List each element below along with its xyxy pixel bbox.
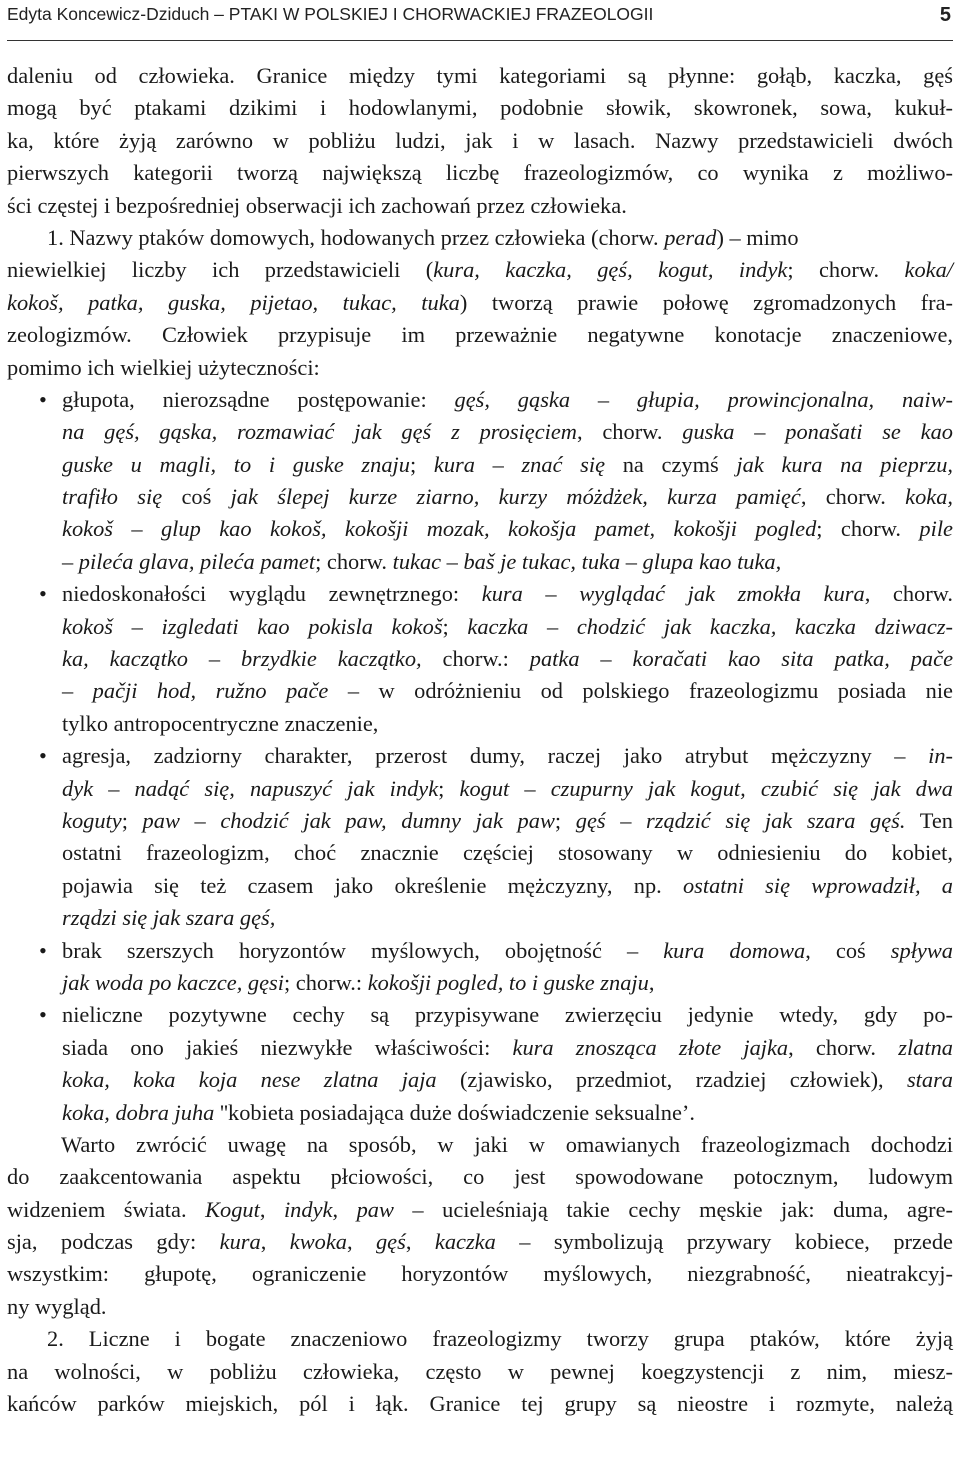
italic-phrase: koka, koka koja nese zlatna jaja <box>62 1067 437 1093</box>
text-line <box>7 1097 953 1129</box>
text-line <box>7 1323 953 1355</box>
italic-phrase: ka, kaczątko – brzydkie kaczątko, <box>62 646 422 672</box>
text-line <box>7 92 953 124</box>
italic-phrase: paw – chodzić jak paw, dumny jak paw <box>142 807 555 833</box>
text-line <box>7 837 953 869</box>
text-line <box>7 902 953 934</box>
italic-phrase: jak ślepej kurze ziarno, kurzy móżdżek, kurza pamięć <box>230 484 801 510</box>
text-line <box>7 222 953 254</box>
page-number: 5 <box>939 4 951 26</box>
italic-phrase: kura znosząca złote jajka <box>512 1034 789 1060</box>
text-segment: ka, które żyją zarówno w pobliżu ludzi, jak i w lasach. Nazwy przedstawicieli dwóch <box>7 127 953 153</box>
text-segment: chorw.: <box>421 646 530 672</box>
italic-phrase: dyk – nadąć się, napuszyć jak indyk <box>62 775 439 801</box>
text-line <box>7 578 953 610</box>
text-segment: ostatni frazeologizm, choć znacznie częściej stosowany w odniesieniu do kobiet, <box>62 840 953 866</box>
italic-phrase: jak woda po kaczce, gęsi <box>62 969 284 995</box>
text-line <box>7 675 953 707</box>
text-line <box>7 546 953 578</box>
text-segment: ; chorw.: <box>283 969 368 995</box>
italic-phrase: kura, kaczka, gęś, kogut, indyk <box>433 257 788 283</box>
text-line <box>7 1161 953 1193</box>
text-line <box>7 935 953 967</box>
text-segment: nieliczne pozytywne cechy są przypisywane zwierzęciu jedynie wtedy, gdy po- <box>62 1002 953 1028</box>
italic-phrase: in- <box>928 743 953 769</box>
italic-phrase: kaczka <box>434 1229 496 1255</box>
italic-phrase: gęś – rządzić się jak szara gęś. <box>575 807 906 833</box>
italic-phrase: – pileća glava, pileća pamet <box>62 548 316 574</box>
italic-phrase: na gęś, gąska, rozmawiać jak gęś z prosięciem <box>62 419 577 445</box>
text-segment: głupota, nierozsądne postępowanie: <box>62 386 455 412</box>
italic-phrase: kokošji pogled, to i guske znaju <box>367 969 649 995</box>
italic-phrase: kokoš – glup kao kokoš, kokošji mozak, kokošja pamet, kokošji pogled <box>62 516 817 542</box>
italic-phrase: Kogut <box>205 1196 260 1222</box>
italic-phrase: rządzi się jak szara gęś, <box>62 905 276 931</box>
text-segment: ''kobieta posiadająca duże doświadczenie seksualne’. <box>214 1099 695 1125</box>
italic-phrase: stara <box>906 1067 953 1093</box>
italic-phrase: guske u magli, to i guske znaju <box>62 451 410 477</box>
text-segment: – w odróżnieniu od polskiego frazeologizmu posiada nie <box>328 678 953 704</box>
text-line <box>7 1291 953 1323</box>
text-segment: pomimo ich wielkiej użyteczności: <box>7 354 320 380</box>
italic-phrase: kokoš, patka, guska, pijetao, tukac, tuka <box>7 289 460 315</box>
text-segment: ; <box>554 807 576 833</box>
text-segment: ; chorw. <box>787 257 905 283</box>
text-segment: na wolności, w pobliżu człowieka, często w pewnej koegzystencji z nim, miesz- <box>7 1358 953 1384</box>
text-segment: ; <box>121 807 143 833</box>
text-line <box>7 481 953 513</box>
text-line <box>7 967 953 999</box>
text-segment: ; <box>438 775 460 801</box>
italic-phrase: kokoš – izgledati kao pokisla kokoš <box>62 613 443 639</box>
bullet-marker: • <box>39 1002 47 1028</box>
text-segment: , chorw. <box>788 1034 899 1060</box>
body-text <box>7 60 953 1420</box>
italic-phrase: paw <box>356 1196 394 1222</box>
text-segment: , <box>346 1229 376 1255</box>
text-segment: , <box>260 1229 290 1255</box>
italic-phrase: koguty <box>62 807 122 833</box>
text-line <box>7 384 953 416</box>
text-line <box>7 1129 953 1161</box>
text-segment: , chorw. <box>576 419 683 445</box>
text-line <box>7 1356 953 1388</box>
text-segment: (zjawisko, przedmiot, rzadziej człowiek), <box>436 1067 907 1093</box>
italic-phrase: ostatni się wprowadził, a <box>682 872 953 898</box>
text-line <box>7 870 953 902</box>
italic-phrase: kura domowa <box>663 937 806 963</box>
italic-phrase: kwoka <box>289 1229 347 1255</box>
text-segment: daleniu od człowieka. Granice między tymi kategoriami są płynne: gołąb, kaczka, gęś <box>7 63 953 88</box>
text-segment: agresja, zadziorny charakter, przerost dumy, raczej jako atrybut mężczyzny – <box>62 743 929 769</box>
text-line <box>7 319 953 351</box>
text-line <box>7 643 953 675</box>
italic-phrase: koka, dobra juha <box>62 1099 215 1125</box>
text-segment: sja, podczas gdy: <box>7 1229 220 1255</box>
text-segment: ) – mimo <box>716 224 799 250</box>
italic-phrase: koka/ <box>904 257 954 283</box>
text-line <box>7 157 953 189</box>
text-segment: pojawia się też czasem jako określenie mężczyzny, np. <box>62 872 683 898</box>
bullet-marker: • <box>39 743 47 769</box>
text-segment: ; <box>442 613 468 639</box>
text-line <box>7 611 953 643</box>
italic-phrase: gęś, gąska – głupia, prowincjonalna, naiw- <box>454 386 953 412</box>
text-segment: – symbolizują przywary kobiece, przede <box>495 1229 953 1255</box>
text-segment: , coś <box>805 937 891 963</box>
text-line <box>7 773 953 805</box>
text-line <box>7 190 953 222</box>
text-segment: ; <box>409 451 434 477</box>
text-segment: 1. Nazwy ptaków domowych, hodowanych przez człowieka (chorw. <box>47 224 665 250</box>
text-segment: , <box>405 1229 435 1255</box>
text-segment: zeologizmów. Człowiek przypisuje im przeważnie negatywne konotacje znaczeniowe, <box>7 322 953 348</box>
italic-phrase: jak kura na pieprzu, <box>736 451 953 477</box>
text-segment: do zaakcentowania aspektu płciowości, co jest spowodowane potocznym, ludowym <box>7 1164 953 1190</box>
text-segment: Ten <box>905 807 953 833</box>
text-segment: brak szerszych horyzontów myślowych, obojętność – <box>62 937 664 963</box>
text-segment: , chorw. <box>800 484 906 510</box>
italic-phrase: zlatna <box>898 1034 953 1060</box>
text-segment: coś <box>162 484 231 510</box>
text-segment: 2. Liczne i bogate znaczeniowo frazeologizmy tworzy grupa ptaków, które żyją <box>47 1326 953 1352</box>
italic-phrase: – pačji hod, ružno pače <box>62 678 329 704</box>
italic-phrase: gęś <box>375 1229 406 1255</box>
text-segment: niedoskonałości wyglądu zewnętrznego: <box>62 581 482 607</box>
text-line <box>7 1194 953 1226</box>
bullet-marker: • <box>39 386 47 412</box>
text-line <box>7 416 953 448</box>
italic-phrase: perad <box>664 224 717 250</box>
text-segment: Warto zwrócić uwagę na sposób, w jaki w omawianych frazeologizmach dochodzi <box>61 1131 953 1157</box>
text-segment: ) tworzą prawie połowę zgromadzonych fra- <box>459 289 953 315</box>
text-line <box>7 60 953 92</box>
text-line <box>7 1388 953 1420</box>
italic-phrase: kogut – czupurny jak kogut, czubić się jak dwa <box>459 775 954 801</box>
text-segment: niewielkiej liczby ich przedstawicieli ( <box>7 257 434 283</box>
text-segment: ; chorw. <box>315 548 393 574</box>
italic-phrase: tukac – baš je tukac, tuka – glupa kao tuka, <box>392 548 782 574</box>
italic-phrase: kura <box>219 1229 261 1255</box>
text-line <box>7 999 953 1031</box>
text-segment: , <box>332 1196 357 1222</box>
text-segment: , chorw. <box>864 581 953 607</box>
text-line <box>7 513 953 545</box>
text-line <box>7 805 953 837</box>
italic-phrase: kura – wyglądać jak zmokła kura <box>481 581 865 607</box>
running-header <box>7 0 953 41</box>
text-segment: tylko antropocentryczne znaczenie, <box>62 710 379 736</box>
text-line <box>7 1258 953 1290</box>
italic-phrase: koka, <box>905 484 953 510</box>
text-segment: ; chorw. <box>816 516 920 542</box>
text-line <box>7 1064 953 1096</box>
italic-phrase: spływa <box>890 937 953 963</box>
text-line <box>7 352 953 384</box>
text-segment: , <box>259 1196 284 1222</box>
text-line <box>7 708 953 740</box>
text-segment: na czymś <box>605 451 737 477</box>
italic-phrase: patka – koračati kao sita patka, pače <box>529 646 954 672</box>
text-segment: pierwszych kategorii tworzą największą liczbę frazeologizmów, co wynika z możliwo- <box>7 160 953 186</box>
text-line <box>7 125 953 157</box>
bullet-marker: • <box>39 937 47 963</box>
text-segment: ści częstej i bezpośredniej obserwacji ich zachowań przez człowieka. <box>7 192 627 218</box>
text-segment: widzeniem świata. <box>7 1196 206 1222</box>
text-line <box>7 287 953 319</box>
text-segment: siada ono jakieś niezwykłe właściwości: <box>62 1034 513 1060</box>
italic-phrase: kura – znać się <box>433 451 606 477</box>
italic-phrase: trafiło się <box>62 484 163 510</box>
text-segment: kańców parków miejskich, pól i łąk. Granice tej grupy są nieostre i rozmyte, należą <box>7 1391 953 1417</box>
text-segment: – ucieleśniają takie cechy męskie jak: duma, agre- <box>393 1196 953 1222</box>
text-line <box>7 740 953 772</box>
text-line <box>7 254 953 286</box>
running-header-title: Edyta Koncewicz-Dziduch – PTAKI W POLSKIEJ I CHORWACKIEJ FRAZEOLOGII <box>7 4 654 24</box>
text-segment: mogą być ptakami dzikimi i hodowlanymi, podobnie słowik, skowronek, sowa, kukuł- <box>7 95 953 121</box>
text-line <box>7 449 953 481</box>
italic-phrase: guska – ponašati se kao <box>682 419 953 445</box>
text-line <box>7 1226 953 1258</box>
text-segment: wszystkim: głupotę, ograniczenie horyzontów myślowych, niezgrabność, nieatrakcyj- <box>7 1261 953 1287</box>
bullet-marker: • <box>39 581 47 607</box>
text-segment: , <box>648 969 655 995</box>
italic-phrase: indyk <box>283 1196 333 1222</box>
italic-phrase: kaczka – chodzić jak kaczka, kaczka dziwacz- <box>467 613 953 639</box>
text-line <box>7 1032 953 1064</box>
text-segment: ny wygląd. <box>7 1293 107 1319</box>
italic-phrase: pile <box>919 516 953 542</box>
